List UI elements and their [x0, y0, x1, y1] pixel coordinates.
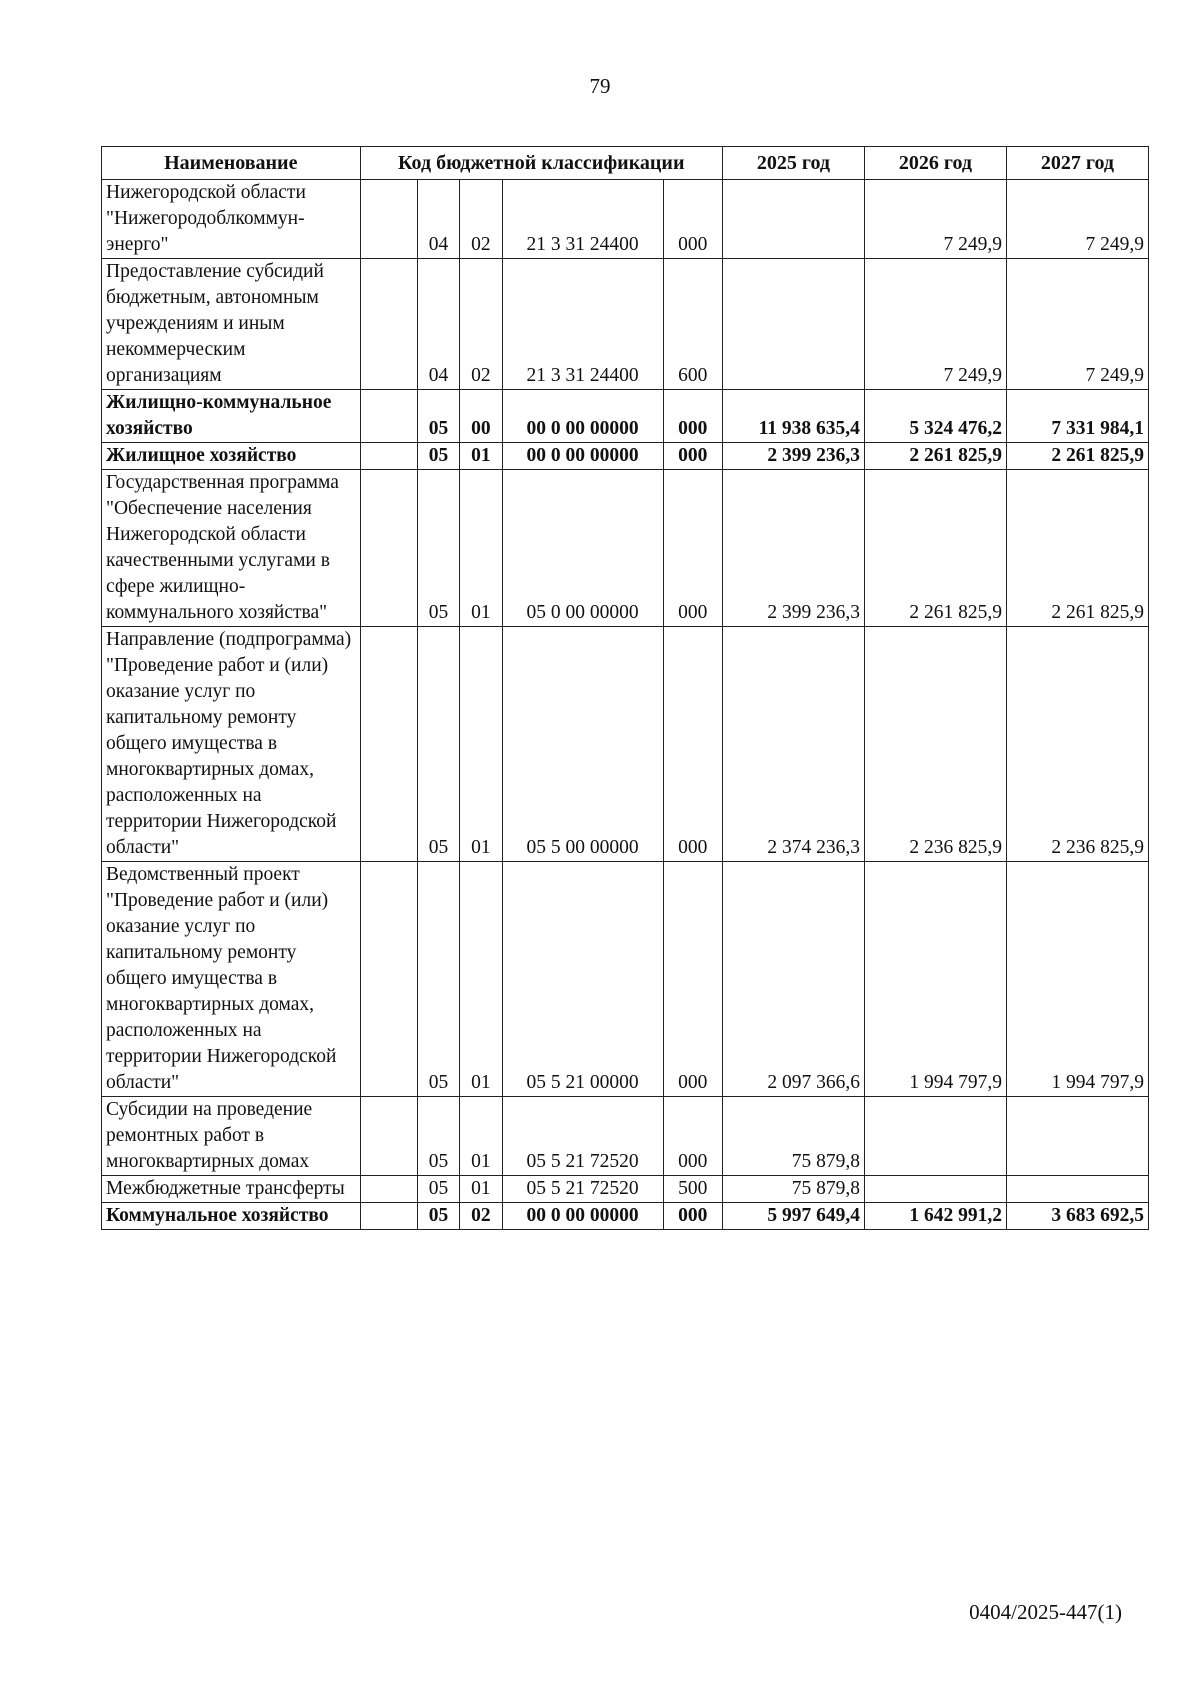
cell-2027: 3 683 692,5: [1006, 1203, 1148, 1230]
cell-section: 05: [417, 470, 459, 627]
cell-subsection: 01: [460, 862, 502, 1097]
cell-code-blank: [360, 443, 417, 470]
cell-target-article: 00 0 00 00000: [502, 390, 663, 443]
cell-2027: 2 261 825,9: [1006, 443, 1148, 470]
cell-2026: 7 249,9: [864, 259, 1006, 390]
document-code: 0404/2025-447(1): [969, 1600, 1122, 1624]
table-row: [102, 443, 1149, 470]
cell-name: Нижегородской области "Нижегородоблкоммун-энерго": [102, 180, 361, 259]
table-header-row: [102, 147, 1149, 180]
cell-expense-type: 500: [663, 1176, 722, 1203]
cell-target-article: 21 3 31 24400: [502, 259, 663, 390]
cell-section: 05: [417, 1203, 459, 1230]
cell-2025: [722, 180, 864, 259]
cell-2027: [1006, 1097, 1148, 1176]
cell-subsection: 01: [460, 1097, 502, 1176]
cell-code-blank: [360, 259, 417, 390]
cell-2027: 2 236 825,9: [1006, 627, 1148, 862]
cell-name: Направление (подпрограмма) "Проведение работ и (или) оказание услуг по капитальному ремонту общего имущества в многоквартирных домах, расположенных на территории Нижегородской области": [102, 627, 361, 862]
cell-target-article: 05 5 21 72520: [502, 1176, 663, 1203]
cell-code-blank: [360, 180, 417, 259]
cell-2027: 7 331 984,1: [1006, 390, 1148, 443]
cell-target-article: 05 5 21 72520: [502, 1097, 663, 1176]
cell-section: 05: [417, 862, 459, 1097]
cell-subsection: 01: [460, 443, 502, 470]
cell-code-blank: [360, 390, 417, 443]
cell-subsection: 02: [460, 259, 502, 390]
cell-2027: 7 249,9: [1006, 259, 1148, 390]
cell-2027: 2 261 825,9: [1006, 470, 1148, 627]
cell-code-blank: [360, 627, 417, 862]
cell-2025: 2 399 236,3: [722, 470, 864, 627]
cell-expense-type: 000: [663, 390, 722, 443]
cell-2025: 2 374 236,3: [722, 627, 864, 862]
header-code: Код бюджетной классификации: [360, 147, 722, 180]
table-row: [102, 627, 1149, 862]
cell-subsection: 01: [460, 1176, 502, 1203]
cell-2027: [1006, 1176, 1148, 1203]
cell-2026: 2 236 825,9: [864, 627, 1006, 862]
cell-2025: [722, 259, 864, 390]
cell-name: Жилищное хозяйство: [102, 443, 361, 470]
cell-2026: [864, 1097, 1006, 1176]
cell-expense-type: 000: [663, 1097, 722, 1176]
table-row: [102, 180, 1149, 259]
cell-name: Государственная программа "Обеспечение населения Нижегородской области качественными услугами в сфере жилищно-коммунального хозяйства": [102, 470, 361, 627]
cell-2026: 1 994 797,9: [864, 862, 1006, 1097]
table-row: [102, 1097, 1149, 1176]
cell-code-blank: [360, 470, 417, 627]
cell-2025: 5 997 649,4: [722, 1203, 864, 1230]
cell-subsection: 00: [460, 390, 502, 443]
cell-code-blank: [360, 862, 417, 1097]
cell-target-article: 05 5 00 00000: [502, 627, 663, 862]
table-row: [102, 259, 1149, 390]
cell-target-article: 05 0 00 00000: [502, 470, 663, 627]
table-row: [102, 1203, 1149, 1230]
cell-name: Ведомственный проект "Проведение работ и (или) оказание услуг по капитальному ремонту общего имущества в многоквартирных домах, расположенных на территории Нижегородской области": [102, 862, 361, 1097]
cell-2025: 2 399 236,3: [722, 443, 864, 470]
cell-section: 04: [417, 259, 459, 390]
cell-code-blank: [360, 1203, 417, 1230]
cell-section: 05: [417, 1097, 459, 1176]
cell-expense-type: 000: [663, 862, 722, 1097]
table-row: [102, 470, 1149, 627]
table-row: [102, 862, 1149, 1097]
cell-subsection: 01: [460, 470, 502, 627]
cell-2025: 11 938 635,4: [722, 390, 864, 443]
cell-target-article: 00 0 00 00000: [502, 1203, 663, 1230]
cell-2025: 75 879,8: [722, 1097, 864, 1176]
cell-code-blank: [360, 1176, 417, 1203]
cell-2027: 7 249,9: [1006, 180, 1148, 259]
cell-subsection: 02: [460, 1203, 502, 1230]
cell-expense-type: 000: [663, 443, 722, 470]
cell-expense-type: 000: [663, 180, 722, 259]
table-body: [102, 180, 1149, 1230]
cell-target-article: 05 5 21 00000: [502, 862, 663, 1097]
header-2027: 2027 год: [1006, 147, 1148, 180]
cell-2025: 2 097 366,6: [722, 862, 864, 1097]
cell-name: Предоставление субсидий бюджетным, автономным учреждениям и иным некоммерческим организациям: [102, 259, 361, 390]
cell-code-blank: [360, 1097, 417, 1176]
header-2025: 2025 год: [722, 147, 864, 180]
cell-name: Межбюджетные трансферты: [102, 1176, 361, 1203]
cell-2026: 7 249,9: [864, 180, 1006, 259]
cell-subsection: 01: [460, 627, 502, 862]
cell-section: 04: [417, 180, 459, 259]
cell-section: 05: [417, 1176, 459, 1203]
cell-name: Коммунальное хозяйство: [102, 1203, 361, 1230]
cell-expense-type: 000: [663, 627, 722, 862]
cell-2025: 75 879,8: [722, 1176, 864, 1203]
cell-subsection: 02: [460, 180, 502, 259]
table-row: [102, 390, 1149, 443]
cell-name: Жилищно-коммунальное хозяйство: [102, 390, 361, 443]
cell-expense-type: 000: [663, 470, 722, 627]
cell-2026: 1 642 991,2: [864, 1203, 1006, 1230]
budget-table: [101, 146, 1149, 1230]
cell-name: Субсидии на проведение ремонтных работ в многоквартирных домах: [102, 1097, 361, 1176]
page-number: 79: [589, 74, 611, 98]
cell-2026: 5 324 476,2: [864, 390, 1006, 443]
cell-2026: [864, 1176, 1006, 1203]
cell-target-article: 21 3 31 24400: [502, 180, 663, 259]
cell-2027: 1 994 797,9: [1006, 862, 1148, 1097]
cell-section: 05: [417, 627, 459, 862]
cell-section: 05: [417, 443, 459, 470]
cell-expense-type: 000: [663, 1203, 722, 1230]
cell-expense-type: 600: [663, 259, 722, 390]
cell-target-article: 00 0 00 00000: [502, 443, 663, 470]
table-row: [102, 1176, 1149, 1203]
cell-2026: 2 261 825,9: [864, 470, 1006, 627]
cell-section: 05: [417, 390, 459, 443]
header-name: Наименование: [102, 147, 361, 180]
cell-2026: 2 261 825,9: [864, 443, 1006, 470]
header-2026: 2026 год: [864, 147, 1006, 180]
